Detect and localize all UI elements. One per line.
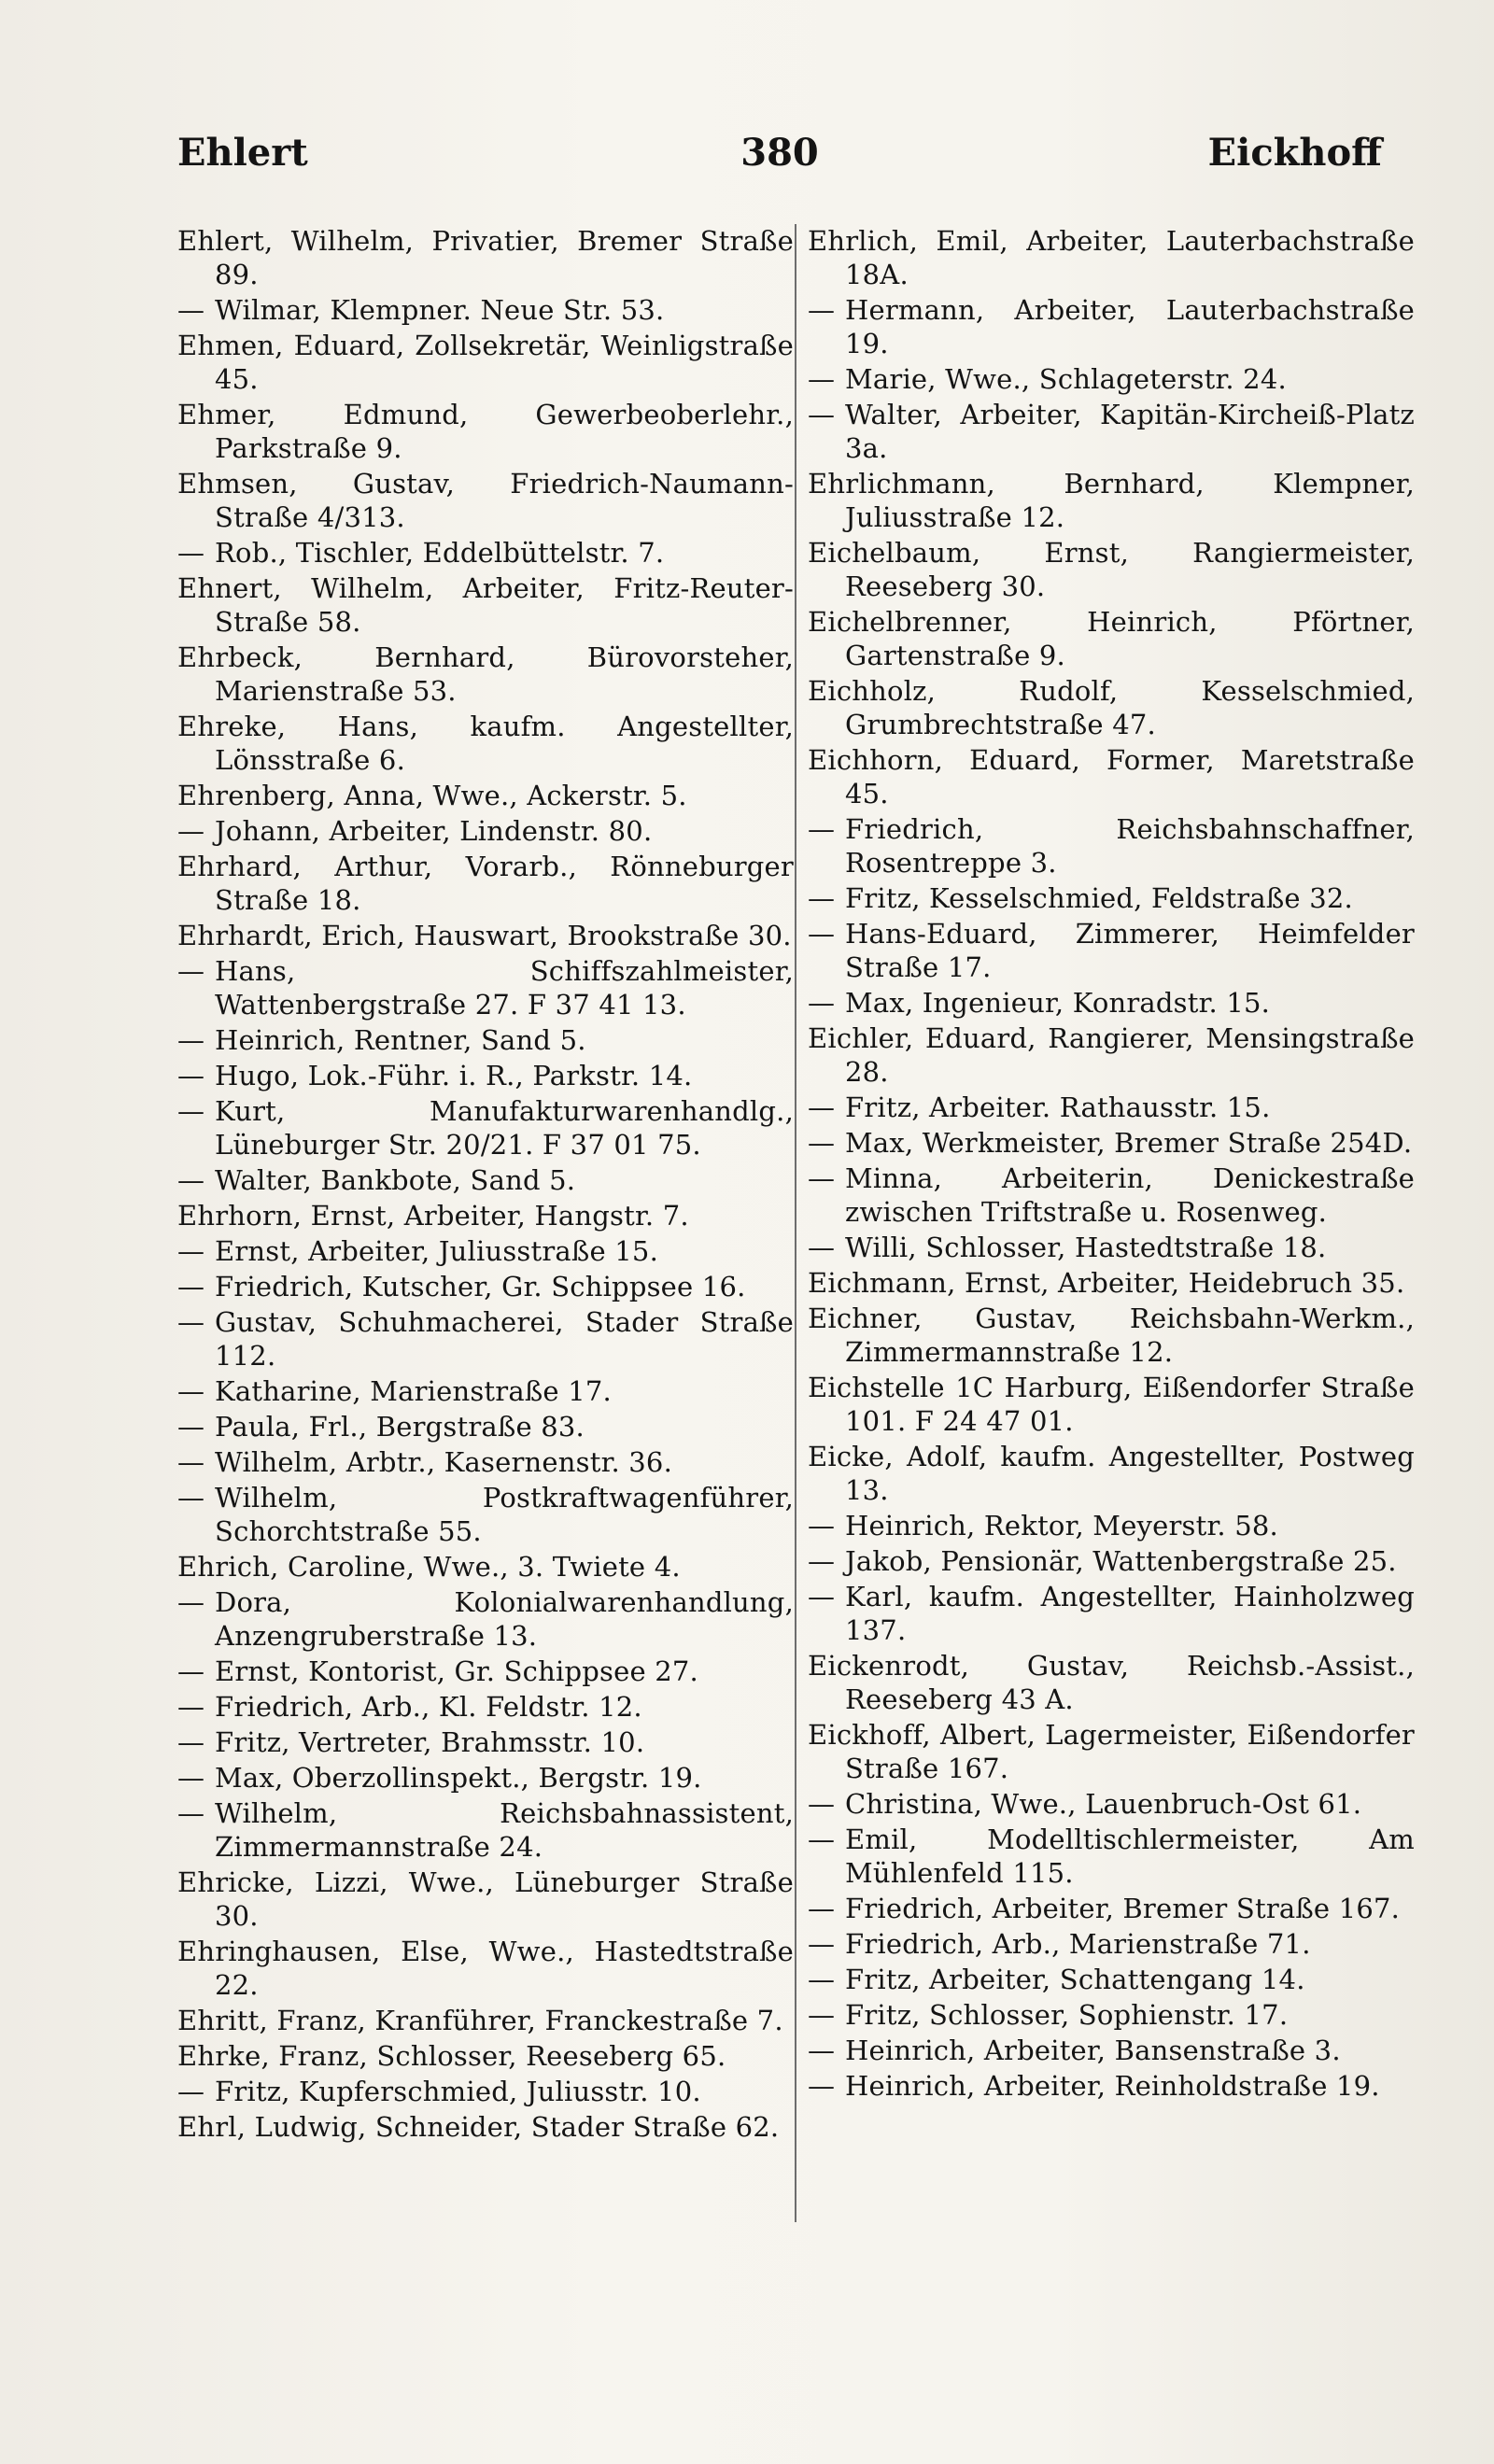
entry-text: Ernst, Kontorist, Gr. Schippsee 27. — [215, 1655, 698, 1687]
entry-text: Eichholz, Rudolf, Kesselschmied, Grumbrechtstraße 47. — [808, 675, 1415, 740]
directory-entry — [177, 536, 794, 570]
directory-entry — [177, 1023, 794, 1057]
directory-entry — [177, 850, 794, 917]
directory-entry — [808, 812, 1415, 880]
entry-text: Hans, Schiffszahlmeister, Wattenbergstraße 27. F 37 41 13. — [215, 955, 794, 1021]
directory-entry — [177, 571, 794, 639]
directory-entry — [177, 1234, 794, 1268]
continuation-dash: — — [177, 1060, 205, 1091]
continuation-dash: — — [808, 1928, 836, 1960]
entry-text: Max, Ingenieur, Konradstr. 15. — [845, 987, 1271, 1019]
directory-entry — [177, 2110, 794, 2144]
entry-text: Ehmen, Eduard, Zollsekretär, Weinligstraße 45. — [177, 330, 794, 395]
directory-entry — [177, 779, 794, 812]
continuation-dash: — — [177, 1235, 205, 1267]
continuation-dash: — — [177, 537, 205, 569]
directory-entry — [808, 1892, 1415, 1925]
continuation-dash: — — [177, 1411, 205, 1443]
continuation-dash: — — [808, 363, 836, 395]
continuation-dash: — — [808, 2035, 836, 2066]
continuation-dash: — — [177, 1446, 205, 1478]
continuation-dash: — — [177, 1095, 205, 1127]
directory-entry — [177, 954, 794, 1021]
directory-entry — [808, 1021, 1415, 1089]
continuation-dash: — — [808, 1162, 836, 1194]
page-header — [177, 131, 1382, 196]
directory-entry — [808, 986, 1415, 1020]
directory-entry — [177, 1550, 794, 1584]
directory-entry — [177, 2004, 794, 2037]
entry-text: Friedrich, Arbeiter, Bremer Straße 167. — [845, 1893, 1401, 1924]
entry-text: Fritz, Arbeiter. Rathausstr. 15. — [845, 1091, 1271, 1123]
continuation-dash: — — [177, 1691, 205, 1723]
continuation-dash: — — [177, 1306, 205, 1338]
entry-text: Friedrich, Arb., Kl. Feldstr. 12. — [215, 1691, 642, 1723]
continuation-dash: — — [177, 1271, 205, 1302]
directory-entry — [808, 917, 1415, 984]
entry-text: Ehmsen, Gustav, Friedrich-Naumann-Straße 4/313. — [177, 468, 794, 533]
continuation-dash: — — [808, 294, 836, 326]
entry-text: Walter, Bankbote, Sand 5. — [215, 1164, 576, 1196]
entry-text: Fritz, Schlosser, Sophienstr. 17. — [845, 1999, 1289, 2031]
continuation-dash: — — [177, 955, 205, 987]
continuation-dash: — — [808, 1964, 836, 1995]
entry-text: Hugo, Lok.-Führ. i. R., Parkstr. 14. — [215, 1060, 693, 1091]
entry-text: Wilmar, Klempner. Neue Str. 53. — [215, 294, 665, 326]
directory-entry — [808, 1126, 1415, 1160]
entry-text: Rob., Tischler, Eddelbüttelstr. 7. — [215, 537, 665, 569]
entry-text: Eichler, Eduard, Rangierer, Mensingstraße 28. — [808, 1022, 1415, 1088]
directory-entry — [177, 398, 794, 465]
directory-entry — [177, 1585, 794, 1653]
entry-text: Ehricke, Lizzi, Wwe., Lüneburger Straße 30. — [177, 1866, 794, 1932]
entry-text: Karl, kaufm. Angestellter, Hainholzweg 137. — [845, 1581, 1415, 1646]
entry-text: Wilhelm, Arbtr., Kasernenstr. 36. — [215, 1446, 672, 1478]
entry-text: Max, Oberzollinspekt., Bergstr. 19. — [215, 1762, 702, 1794]
entry-text: Eicke, Adolf, kaufm. Angestellter, Postweg 13. — [808, 1441, 1415, 1506]
entry-text: Friedrich, Kutscher, Gr. Schippsee 16. — [215, 1271, 746, 1302]
entry-text: Walter, Arbeiter, Kapitän-Kircheiß-Platz 3a. — [845, 399, 1415, 464]
entry-text: Hermann, Arbeiter, Lauterbachstraße 19. — [845, 294, 1415, 359]
entry-text: Ehrbeck, Bernhard, Bürovorsteher, Marienstraße 53. — [177, 641, 794, 707]
entry-text: Ehrl, Ludwig, Schneider, Stader Straße 62. — [177, 2111, 780, 2143]
header-last-entry: Eickhoff — [1207, 131, 1382, 175]
directory-entry — [808, 1580, 1415, 1647]
continuation-dash: — — [177, 815, 205, 847]
directory-entry — [808, 224, 1415, 291]
continuation-dash: — — [808, 918, 836, 950]
directory-entry — [177, 1059, 794, 1092]
entry-text: Eichelbaum, Ernst, Rangiermeister, Reeseberg 30. — [808, 537, 1415, 602]
column-divider — [795, 224, 796, 2222]
continuation-dash: — — [177, 2076, 205, 2107]
directory-entry — [177, 1305, 794, 1373]
entry-text: Ehrich, Caroline, Wwe., 3. Twiete 4. — [177, 1551, 681, 1583]
directory-entry — [808, 2069, 1415, 2103]
continuation-dash: — — [177, 1164, 205, 1196]
directory-entry — [808, 1509, 1415, 1542]
directory-entry — [177, 1374, 794, 1408]
directory-entry — [808, 2034, 1415, 2067]
entry-text: Ehrhorn, Ernst, Arbeiter, Hangstr. 7. — [177, 1200, 689, 1232]
entry-text: Ehlert, Wilhelm, Privatier, Bremer Straße 89. — [177, 225, 794, 290]
entry-text: Ehringhausen, Else, Wwe., Hastedtstraße 22. — [177, 1936, 794, 2001]
entry-text: Eichner, Gustav, Reichsbahn-Werkm., Zimmermannstraße 12. — [808, 1302, 1415, 1368]
entry-text: Friedrich, Arb., Marienstraße 71. — [845, 1928, 1311, 1960]
directory-entry — [808, 1787, 1415, 1821]
directory-entry — [177, 1866, 794, 1933]
continuation-dash: — — [177, 1375, 205, 1407]
entry-text: Ehrlichmann, Bernhard, Klempner, Juliusstraße 12. — [808, 468, 1415, 533]
continuation-dash: — — [808, 1581, 836, 1612]
directory-entry — [177, 467, 794, 534]
directory-entry — [808, 1649, 1415, 1716]
directory-entry — [177, 2075, 794, 2108]
entry-text: Ehrke, Franz, Schlosser, Reeseberg 65. — [177, 2040, 726, 2072]
continuation-dash: — — [177, 1586, 205, 1618]
entry-text: Ehreke, Hans, kaufm. Angestellter, Lönsstraße 6. — [177, 711, 794, 776]
entry-text: Friedrich, Reichsbahnschaffner, Rosentreppe 3. — [845, 813, 1415, 879]
continuation-dash: — — [808, 1510, 836, 1542]
directory-entry — [177, 1270, 794, 1303]
entry-text: Wilhelm, Reichsbahnassistent, Zimmermannstraße 24. — [215, 1797, 794, 1863]
continuation-dash: — — [808, 1823, 836, 1855]
continuation-dash: — — [808, 1788, 836, 1820]
entry-text: Johann, Arbeiter, Lindenstr. 80. — [215, 815, 653, 847]
directory-entry — [808, 605, 1415, 672]
entry-text: Marie, Wwe., Schlageterstr. 24. — [845, 363, 1287, 395]
continuation-dash: — — [808, 1893, 836, 1924]
continuation-dash: — — [808, 1232, 836, 1263]
directory-entry — [177, 1199, 794, 1232]
entry-text: Fritz, Kupferschmied, Juliusstr. 10. — [215, 2076, 701, 2107]
entry-text: Heinrich, Rektor, Meyerstr. 58. — [845, 1510, 1278, 1542]
continuation-dash: — — [177, 1762, 205, 1794]
directory-entry — [177, 814, 794, 848]
entry-text: Minna, Arbeiterin, Denickestraße zwischen Triftstraße u. Rosenweg. — [845, 1162, 1415, 1228]
entry-text: Ernst, Arbeiter, Juliusstraße 15. — [215, 1235, 658, 1267]
continuation-dash: — — [177, 1797, 205, 1829]
header-first-entry: Ehlert — [177, 131, 308, 175]
directory-entry — [177, 224, 794, 291]
continuation-dash: — — [808, 1545, 836, 1577]
continuation-dash: — — [177, 1726, 205, 1758]
continuation-dash: — — [808, 813, 836, 845]
directory-entry — [808, 1718, 1415, 1785]
directory-entry — [177, 1796, 794, 1864]
continuation-dash: — — [808, 399, 836, 430]
entry-text: Paula, Frl., Bergstraße 83. — [215, 1411, 585, 1443]
page-number: 380 — [740, 131, 819, 175]
directory-entry — [808, 398, 1415, 465]
directory-entry — [808, 1927, 1415, 1961]
continuation-dash: — — [808, 1091, 836, 1123]
directory-entry — [177, 641, 794, 708]
continuation-dash: — — [808, 882, 836, 914]
directory-entry — [808, 1998, 1415, 2032]
entry-text: Heinrich, Rentner, Sand 5. — [215, 1024, 586, 1056]
entry-text: Emil, Modelltischlermeister, Am Mühlenfeld 115. — [845, 1823, 1415, 1889]
entry-text: Katharine, Marienstraße 17. — [215, 1375, 612, 1407]
entry-text: Ehritt, Franz, Kranführer, Franckestraße 7. — [177, 2005, 783, 2036]
right-column — [808, 224, 1415, 2105]
entry-text: Heinrich, Arbeiter, Reinholdstraße 19. — [845, 2070, 1380, 2102]
entry-text: Fritz, Vertreter, Brahmsstr. 10. — [215, 1726, 645, 1758]
directory-entry — [177, 1690, 794, 1724]
directory-entry — [808, 362, 1415, 396]
directory-entry — [808, 1091, 1415, 1124]
entry-text: Eichmann, Ernst, Arbeiter, Heidebruch 35. — [808, 1267, 1405, 1299]
entry-text: Ehrhardt, Erich, Hauswart, Brookstraße 30. — [177, 920, 792, 951]
continuation-dash: — — [177, 294, 205, 326]
directory-entry — [177, 1935, 794, 2002]
directory-entry — [808, 1440, 1415, 1507]
directory-entry — [177, 1654, 794, 1688]
continuation-dash: — — [808, 1999, 836, 2031]
left-column — [177, 224, 794, 2146]
continuation-dash: — — [808, 2070, 836, 2102]
continuation-dash: — — [808, 987, 836, 1019]
entry-text: Ehrenberg, Anna, Wwe., Ackerstr. 5. — [177, 780, 687, 811]
continuation-dash: — — [808, 1127, 836, 1159]
continuation-dash: — — [177, 1024, 205, 1056]
entry-text: Willi, Schlosser, Hastedtstraße 18. — [845, 1232, 1327, 1263]
entry-text: Ehrhard, Arthur, Vorarb., Rönneburger Straße 18. — [177, 851, 794, 916]
directory-entry — [177, 329, 794, 396]
continuation-dash: — — [177, 1655, 205, 1687]
directory-entry — [808, 881, 1415, 915]
directory-entry — [177, 293, 794, 327]
entry-text: Ehnert, Wilhelm, Arbeiter, Fritz-Reuter-Straße 58. — [177, 572, 794, 638]
directory-entry — [808, 1963, 1415, 1996]
entry-text: Eichhorn, Eduard, Former, Maretstraße 45. — [808, 744, 1415, 810]
directory-entry — [177, 1094, 794, 1162]
directory-entry — [177, 710, 794, 777]
directory-entry — [808, 1231, 1415, 1264]
entry-text: Ehmer, Edmund, Gewerbeoberlehr., Parkstraße 9. — [177, 399, 794, 464]
directory-entry — [808, 1266, 1415, 1300]
directory-entry — [177, 1445, 794, 1479]
entry-text: Eichstelle 1C Harburg, Eißendorfer Straße 101. F 24 47 01. — [808, 1372, 1415, 1437]
directory-entry — [808, 1823, 1415, 1890]
directory-entry — [808, 1162, 1415, 1229]
directory-entry — [808, 674, 1415, 741]
entry-text: Eickhoff, Albert, Lagermeister, Eißendorfer Straße 167. — [808, 1719, 1415, 1784]
entry-text: Max, Werkmeister, Bremer Straße 254D. — [845, 1127, 1413, 1159]
entry-text: Gustav, Schuhmacherei, Stader Straße 112. — [215, 1306, 794, 1372]
entry-text: Wilhelm, Postkraftwagenführer, Schorchtstraße 55. — [215, 1482, 794, 1547]
entry-text: Fritz, Arbeiter, Schattengang 14. — [845, 1964, 1305, 1995]
entry-text: Dora, Kolonialwarenhandlung, Anzengruberstraße 13. — [215, 1586, 794, 1652]
entry-text: Heinrich, Arbeiter, Bansenstraße 3. — [845, 2035, 1341, 2066]
directory-entry — [808, 293, 1415, 360]
entry-text: Ehrlich, Emil, Arbeiter, Lauterbachstraße 18A. — [808, 225, 1415, 290]
entry-text: Eichelbrenner, Heinrich, Pförtner, Gartenstraße 9. — [808, 606, 1415, 671]
directory-entry — [177, 1410, 794, 1443]
directory-entry — [177, 1481, 794, 1548]
directory-entry — [808, 1302, 1415, 1369]
directory-entry — [808, 536, 1415, 603]
directory-entry — [808, 743, 1415, 810]
directory-entry — [808, 1371, 1415, 1438]
directory-entry — [177, 2039, 794, 2073]
directory-entry — [177, 1761, 794, 1795]
entry-text: Eickenrodt, Gustav, Reichsb.-Assist., Reeseberg 43 A. — [808, 1650, 1415, 1715]
entry-text: Christina, Wwe., Lauenbruch-Ost 61. — [845, 1788, 1362, 1820]
entry-text: Fritz, Kesselschmied, Feldstraße 32. — [845, 882, 1353, 914]
continuation-dash: — — [177, 1482, 205, 1514]
directory-entry — [177, 1163, 794, 1197]
entry-text: Hans-Eduard, Zimmerer, Heimfelder Straße 17. — [845, 918, 1415, 983]
entry-text: Kurt, Manufakturwarenhandlg., Lüneburger Str. 20/21. F 37 01 75. — [215, 1095, 794, 1161]
directory-entry — [808, 1544, 1415, 1578]
directory-entry — [177, 919, 794, 952]
directory-entry — [177, 1725, 794, 1759]
directory-entry — [808, 467, 1415, 534]
entry-text: Jakob, Pensionär, Wattenbergstraße 25. — [845, 1545, 1397, 1577]
